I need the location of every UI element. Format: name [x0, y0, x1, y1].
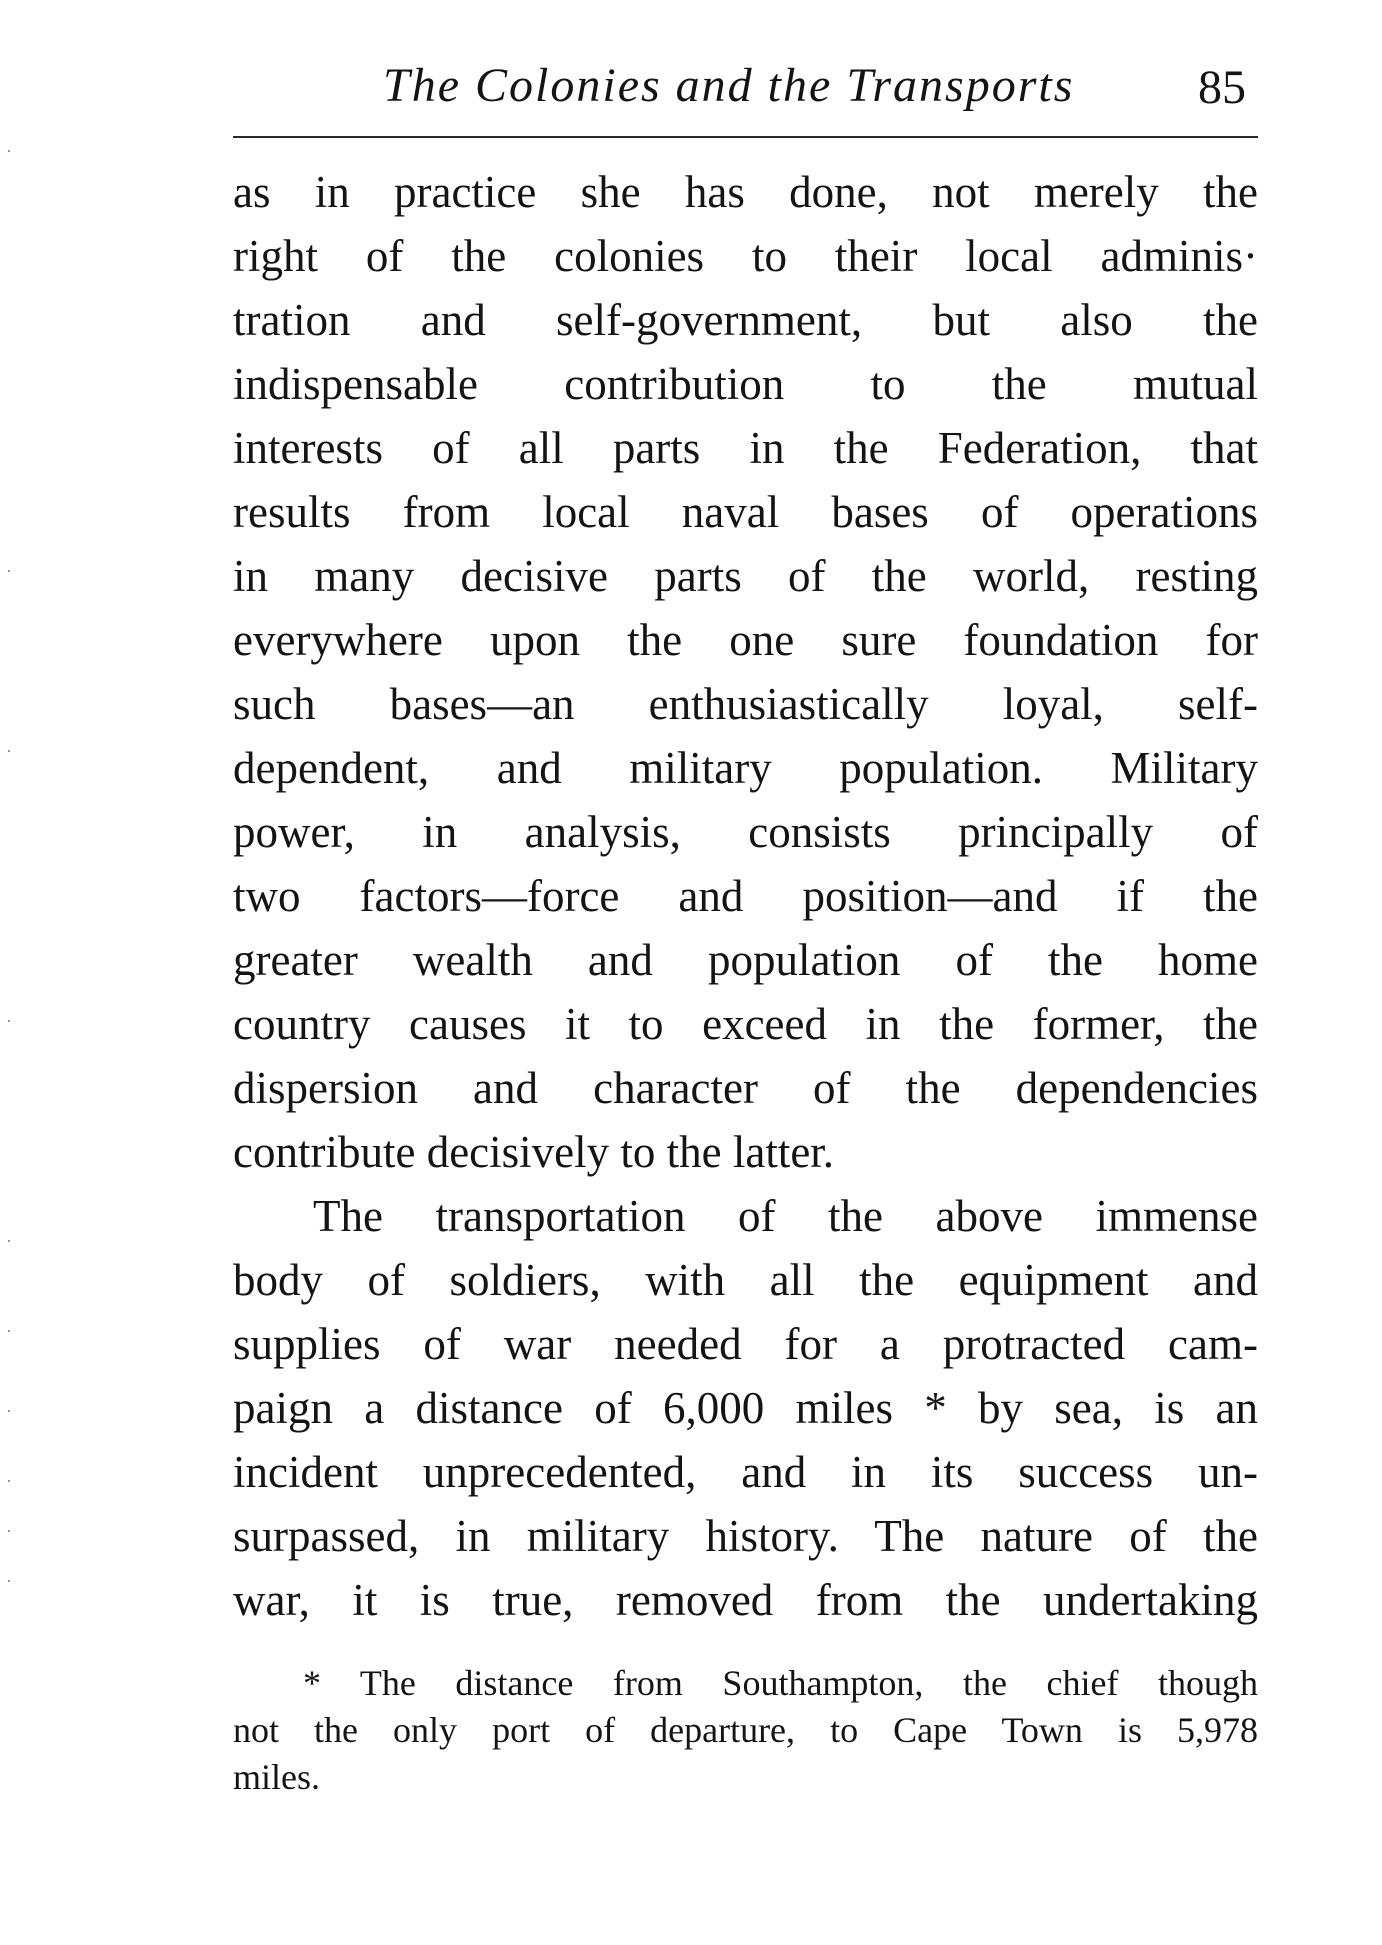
text-line: everywhere upon the one sure foundation for	[233, 615, 1258, 665]
header-rule	[233, 136, 1258, 138]
text-line: indispensable contribution to the mutual	[233, 359, 1258, 409]
footnote	[233, 1660, 1258, 1801]
text-line: such bases—an enthusiastically loyal, self-	[233, 679, 1258, 729]
text-line: paign a distance of 6,000 miles * by sea, is an	[233, 1383, 1258, 1433]
text-line: results from local naval bases of operations	[233, 487, 1258, 537]
running-title: The Colonies and the Transports	[383, 59, 1075, 112]
footnote-line: * The distance from Southampton, the chief though	[303, 1663, 1258, 1703]
page-number: 85	[1198, 61, 1246, 114]
body-text	[233, 160, 1258, 1632]
footnote-line: not the only port of departure, to Cape Town is 5,978	[233, 1710, 1258, 1750]
footnote-line: miles.	[233, 1757, 320, 1797]
text-line: greater wealth and population of the home	[233, 935, 1258, 985]
text-line: supplies of war needed for a protracted cam-	[233, 1319, 1258, 1369]
text-line: surpassed, in military history. The nature of the	[233, 1511, 1258, 1561]
page-header	[233, 52, 1258, 132]
text-line: interests of all parts in the Federation, that	[233, 423, 1258, 473]
text-line: war, it is true, removed from the undertaking	[233, 1575, 1258, 1625]
text-line: as in practice she has done, not merely the	[233, 167, 1258, 217]
text-line: incident unprecedented, and in its success un-	[233, 1447, 1258, 1497]
scan-margin-specks	[8, 150, 18, 1650]
text-line: country causes it to exceed in the former, the	[233, 999, 1258, 1049]
text-line: dispersion and character of the dependencies	[233, 1063, 1258, 1113]
text-line: tration and self-government, but also the	[233, 295, 1258, 345]
text-line: contribute decisively to the latter.	[233, 1127, 835, 1177]
text-line: dependent, and military population. Military	[233, 743, 1258, 793]
text-line: in many decisive parts of the world, resting	[233, 551, 1258, 601]
text-line: right of the colonies to their local adminis·	[233, 231, 1258, 281]
text-line: two factors—force and position—and if the	[233, 871, 1258, 921]
paragraph-start-line: The transportation of the above immense	[313, 1191, 1258, 1241]
text-line: body of soldiers, with all the equipment and	[233, 1255, 1258, 1305]
text-line: power, in analysis, consists principally of	[233, 807, 1258, 857]
